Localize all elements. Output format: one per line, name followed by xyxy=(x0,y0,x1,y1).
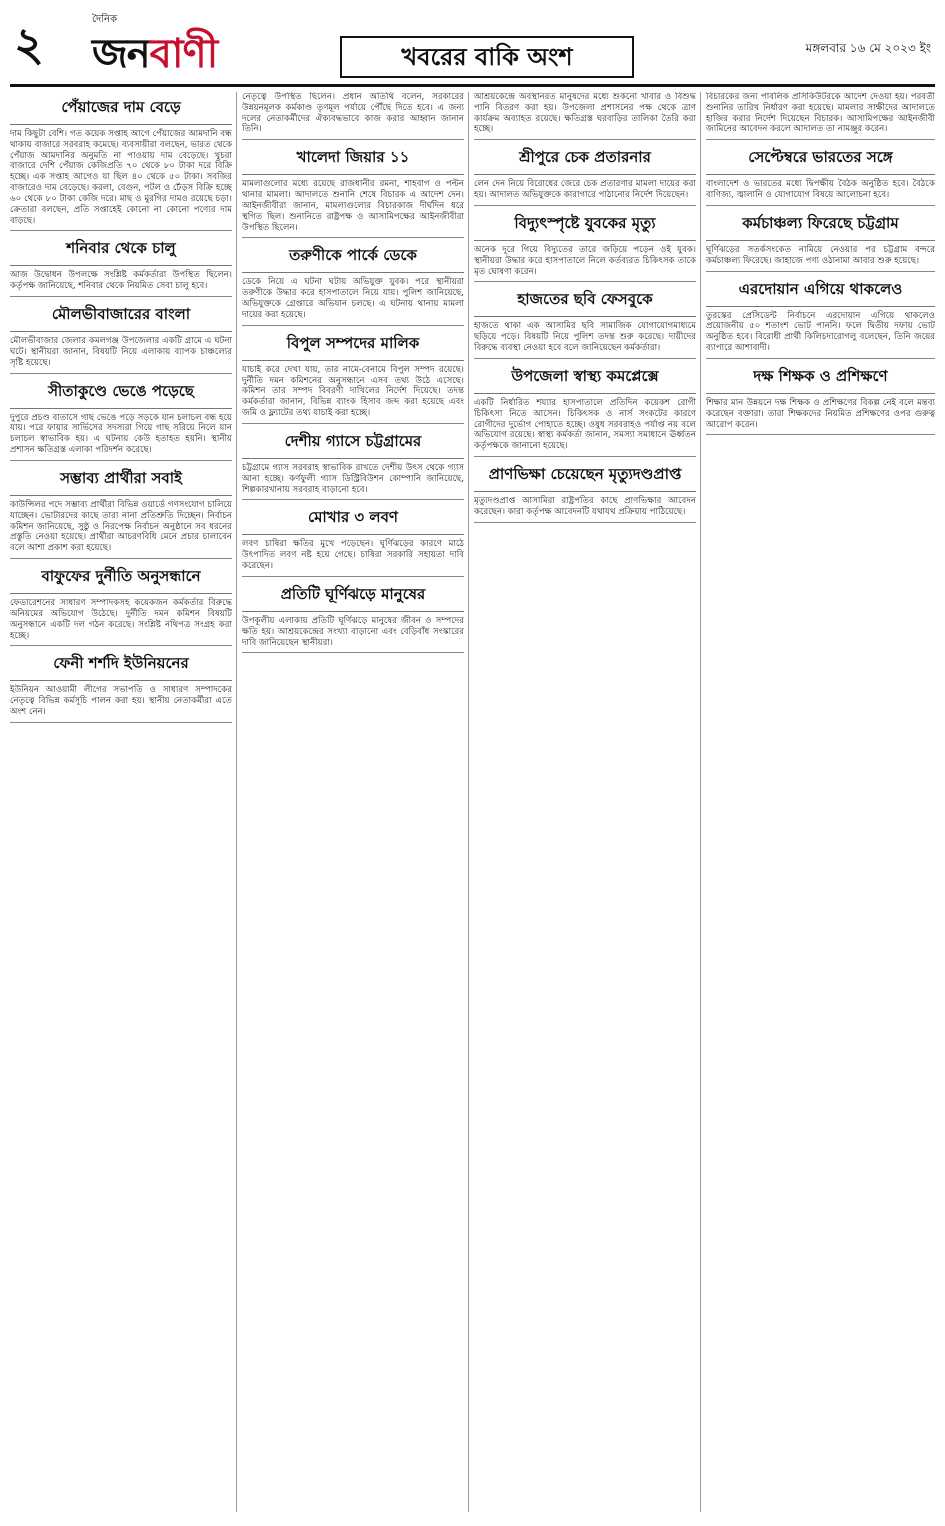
story-body: দাম কিছুটা বেশি। গত কয়েক সপ্তাহ আগে পেঁয়াজের আমদানি বন্ধ থাকায় বাজারে সরবরাহ কমেছে। ব্যবসায়ীরা বলছেন, ভারত থেকে পেঁয়াজ আমদানির অনুমতি না পাওয়ায় দাম বেড়েছে। খুচরা বাজারে দেশি পেঁয়াজ কেজিপ্রতি ৭০ থেকে ৮০ টাকা দরে বিক্রি হচ্ছে। এক সপ্তাহ আগেও যা ছিল ৪০ থেকে ৫০ টাকা। সবজির বাজারেও দাম বেড়েছে। করলা, বেগুন, পটল ও ঢেঁড়স বিক্রি হচ্ছে ৬০ থেকে ৮০ টাকা কেজি দরে। মাছ ও মুরগির দামও রয়েছে চড়া। ক্রেতারা বলছেন, প্রতি সপ্তাহেই কোনো না কোনো পণ্যের দাম বাড়ছে। xyxy=(10,129,232,226)
logo-text-part1: জন xyxy=(92,31,150,77)
story-headline: সীতাকুণ্ডে ভেঙে পড়েছে xyxy=(10,380,232,409)
story-headline: খালেদা জিয়ার ১১ xyxy=(242,146,464,175)
story-body: মামলাগুলোর মধ্যে রয়েছে রাজধানীর রমনা, শাহবাগ ও পল্টন থানার মামলা। আদালতে শুনানি শেষে বিচারক এ আদেশ দেন। আইনজীবীরা জানান, মামলাগুলোর বিচারকাজ দীর্ঘদিন ধরে স্থগিত ছিল। শুনানিতে রাষ্ট্রপক্ষ ও আসামিপক্ষের আইনজীবীরা উপস্থিত ছিলেন। xyxy=(242,179,464,233)
news-story xyxy=(10,96,232,231)
story-body: হাজতে থাকা এক আসামির ছবি সামাজিক যোগাযোগমাধ্যমে ছড়িয়ে পড়ে। বিষয়টি নিয়ে পুলিশ তদন্ত শুরু করেছে। দায়ীদের বিরুদ্ধে ব্যবস্থা নেওয়া হবে বলে জানিয়েছেন কর্মকর্তারা। xyxy=(474,321,696,354)
story-body: লেন দেন নিয়ে বিরোধের জেরে চেক প্রতারণার মামলা দায়ের করা হয়। আদালত অভিযুক্তকে কারাগারে পাঠানোর নির্দেশ দিয়েছেন। xyxy=(474,179,696,201)
story-body: অনেক দূরে গিয়ে বিদ্যুতের তারে জড়িয়ে পড়েন ওই যুবক। স্থানীয়রা উদ্ধার করে হাসপাতালে নিলে কর্তব্যরত চিকিৎসক তাকে মৃত ঘোষণা করেন। xyxy=(474,244,696,277)
story-headline: পেঁয়াজের দাম বেড়ে xyxy=(10,96,232,125)
news-story xyxy=(10,652,232,722)
news-story xyxy=(242,244,464,325)
story-body: উপকূলীয় এলাকায় প্রতিটি ঘূর্ণিঝড়ে মানুষের জীবন ও সম্পদের ক্ষতি হয়। আশ্রয়কেন্দ্রের সংখ্যা বাড়ানো এবং বেড়িবাঁধ সংস্কারের দাবি জানিয়েছেন স্থানীয়রা। xyxy=(242,615,464,648)
story-headline: দক্ষ শিক্ষক ও প্রশিক্ষণে xyxy=(706,365,935,394)
story-headline: এরদোয়ান এগিয়ে থাকলেও xyxy=(706,278,935,307)
story-headline: শ্রীপুরে চেক প্রতারনার xyxy=(474,146,696,175)
story-body: আজ উদ্বোধন উপলক্ষে সংশ্লিষ্ট কর্মকর্তারা উপস্থিত ছিলেন। কর্তৃপক্ষ জানিয়েছে, শনিবার থেকে নিয়মিত সেবা চালু হবে। xyxy=(10,270,232,292)
story-headline: কর্মচাঞ্চল্য ফিরেছে চট্টগ্রাম xyxy=(706,212,935,241)
news-story xyxy=(10,380,232,461)
news-story xyxy=(474,92,696,140)
news-story xyxy=(706,278,935,359)
story-body: চট্টগ্রামে গ্যাস সরবরাহ স্বাভাবিক রাখতে দেশীয় উৎস থেকে গ্যাস আনা হচ্ছে। কর্ণফুলী গ্যাস ডিস্ট্রিবিউশন কোম্পানি জানিয়েছে, শিল্পকারখানায় সরবরাহ বাড়ানো হবে। xyxy=(242,462,464,495)
news-story xyxy=(706,365,935,435)
news-story xyxy=(242,430,464,500)
section-title: খবরের বাকি অংশ xyxy=(340,36,634,78)
story-body: নেতৃত্বে উপস্থিত ছিলেন। প্রধান অতিথি বলেন, সরকারের উন্নয়নমূলক কর্মকাণ্ড তৃণমূল পর্যায়ে পৌঁছে দিতে হবে। এ জন্য দলের নেতাকর্মীদের ঐক্যবদ্ধভাবে কাজ করার আহ্বান জানান তিনি। xyxy=(242,92,464,135)
column-divider xyxy=(236,92,237,1512)
masthead-rule xyxy=(10,84,935,87)
news-story xyxy=(706,212,935,272)
news-story xyxy=(10,237,232,297)
story-body: ডেকে নিয়ে এ ঘটনা ঘটায় অভিযুক্ত যুবক। পরে স্থানীয়রা তরুণীকে উদ্ধার করে হাসপাতালে নিয়ে যায়। পুলিশ জানিয়েছে, অভিযুক্তকে গ্রেপ্তারে অভিযান চলছে। এ ঘটনায় থানায় মামলা দায়ের করা হয়েছে। xyxy=(242,277,464,320)
story-body: শিক্ষার মান উন্নয়নে দক্ষ শিক্ষক ও প্রশিক্ষণের বিকল্প নেই বলে মন্তব্য করেছেন বক্তারা। তারা শিক্ষকদের নিয়মিত প্রশিক্ষণের ওপর গুরুত্ব আরোপ করেন। xyxy=(706,397,935,430)
column-2 xyxy=(242,92,464,1512)
story-headline: বিপুল সম্পদের মালিক xyxy=(242,332,464,361)
logo-text-part2: বাণী xyxy=(149,31,218,77)
page-number: ২ xyxy=(14,17,44,71)
story-headline: মৌলভীবাজারের বাংলা xyxy=(10,303,232,332)
story-body: মৌলভীবাজার জেলার কমলগঞ্জ উপজেলার একটি গ্রামে এ ঘটনা ঘটে। স্থানীয়রা জানান, বিষয়টি নিয়ে এলাকায় ব্যাপক চাঞ্চল্যের সৃষ্টি হয়েছে। xyxy=(10,336,232,368)
story-headline: প্রতিটি ঘূর্ণিঝড়ে মানুষের xyxy=(242,583,464,612)
news-story xyxy=(474,365,696,457)
story-headline: সম্ভাব্য প্রার্থীরা সবাই xyxy=(10,467,232,496)
story-headline: বাফুফের দুর্নীতি অনুসন্ধানে xyxy=(10,565,232,594)
news-story xyxy=(474,463,696,523)
story-headline: প্রাণভিক্ষা চেয়েছেন মৃত্যুদণ্ডপ্রাপ্ত xyxy=(474,463,696,492)
news-story xyxy=(10,565,232,646)
story-headline: হাজতের ছবি ফেসবুকে xyxy=(474,288,696,317)
story-body: বিচারকের জন্য পাবলিক প্রসিকিউটরকে আদেশ দেওয়া হয়। পরবর্তী শুনানির তারিখ নির্ধারণ করা হয়েছে। মামলার সাক্ষীদের আদালতে হাজির করার নির্দেশ দিয়েছেন বিচারক। আসামিপক্ষের আইনজীবী জামিনের আবেদন করলে আদালত তা নামঞ্জুর করেন। xyxy=(706,92,935,135)
story-body: মৃত্যুদণ্ডপ্রাপ্ত আসামিরা রাষ্ট্রপতির কাছে প্রাণভিক্ষার আবেদন করেছেন। কারা কর্তৃপক্ষ আবেদনটি যথাযথ প্রক্রিয়ায় পাঠিয়েছে। xyxy=(474,496,696,517)
story-headline: তরুণীকে পার্কে ডেকে xyxy=(242,244,464,273)
dateline: মঙ্গলবার ১৬ মে ২০২৩ ইং xyxy=(805,41,931,55)
story-body: দুপুরে প্রচণ্ড বাতাসে গাছ ভেঙে পড়ে সড়কে যান চলাচল বন্ধ হয়ে যায়। পরে ফায়ার সার্ভিসের সদস্যরা গিয়ে গাছ সরিয়ে নিলে যান চলাচল স্বাভাবিক হয়। এ ঘটনায় কেউ হতাহত হয়নি। স্থানীয় প্রশাসন ক্ষতিগ্রস্ত এলাকা পরিদর্শন করেছে। xyxy=(10,412,232,456)
masthead xyxy=(0,0,945,96)
story-headline: ফেনী শর্শদি ইউনিয়নের xyxy=(10,652,232,681)
story-body: কাউন্সিলর পদে সম্ভাব্য প্রার্থীরা বিভিন্ন ওয়ার্ডে গণসংযোগ চালিয়ে যাচ্ছেন। ভোটারদের কাছে তারা নানা প্রতিশ্রুতি দিচ্ছেন। নির্বাচন কমিশন জানিয়েছে, সুষ্ঠু ও নিরপেক্ষ নির্বাচন অনুষ্ঠানে সব ধরনের প্রস্তুতি নেওয়া হয়েছে। প্রার্থীরা আচরণবিধি মেনে প্রচার চালাবেন বলে আশা প্রকাশ করা হয়েছে। xyxy=(10,499,232,554)
story-headline: সেপ্টেম্বরে ভারতের সঙ্গে xyxy=(706,146,935,175)
news-story xyxy=(242,146,464,238)
story-body: যাচাই করে দেখা যায়, তার নামে-বেনামে বিপুল সম্পদ রয়েছে। দুর্নীতি দমন কমিশনের অনুসন্ধানে এসব তথ্য উঠে এসেছে। কমিশন তার সম্পদ বিবরণী দাখিলের নির্দেশ দিয়েছে। তদন্ত কর্মকর্তারা জানান, বিভিন্ন ব্যাংক হিসাব জব্দ করা হয়েছে এবং জমি ও ফ্ল্যাটের তথ্য যাচাই করা হচ্ছে। xyxy=(242,364,464,419)
logo-daily-label: দৈনিক xyxy=(92,14,118,25)
news-story xyxy=(242,92,464,140)
news-story xyxy=(242,332,464,424)
story-headline: শনিবার থেকে চালু xyxy=(10,237,232,266)
story-headline: দেশীয় গ্যাসে চট্টগ্রামের xyxy=(242,430,464,459)
news-story xyxy=(706,92,935,140)
story-body: বাংলাদেশ ও ভারতের মধ্যে দ্বিপক্ষীয় বৈঠক অনুষ্ঠিত হবে। বৈঠকে বাণিজ্য, জ্বালানি ও যোগাযোগ বিষয়ে আলোচনা হবে। xyxy=(706,179,935,201)
column-divider xyxy=(700,92,701,1512)
news-story xyxy=(474,212,696,282)
news-story xyxy=(10,303,232,373)
news-story xyxy=(10,467,232,559)
news-story xyxy=(242,506,464,576)
news-story xyxy=(706,146,935,206)
column-1 xyxy=(10,92,232,1512)
news-story xyxy=(242,583,464,653)
story-body: তুরস্কের প্রেসিডেন্ট নির্বাচনে এরদোয়ান এগিয়ে থাকলেও প্রয়োজনীয় ৫০ শতাংশ ভোট পাননি। ফলে দ্বিতীয় দফায় ভোট অনুষ্ঠিত হবে। বিরোধী প্রার্থী কিলিচদারোগলু বলেছেন, তিনি জয়ের ব্যাপারে আশাবাদী। xyxy=(706,310,935,354)
story-body: আশ্রয়কেন্দ্রে অবস্থানরত মানুষদের মধ্যে শুকনো খাবার ও বিশুদ্ধ পানি বিতরণ করা হয়। উপজেলা প্রশাসনের পক্ষ থেকে ত্রাণ কার্যক্রম অব্যাহত রয়েছে। ক্ষতিগ্রস্ত ঘরবাড়ির তালিকা তৈরি করা হচ্ছে। xyxy=(474,92,696,135)
column-divider xyxy=(468,92,469,1512)
news-story xyxy=(474,288,696,358)
story-body: লবণ চাষিরা ক্ষতির মুখে পড়েছেন। ঘূর্ণিঝড়ের কারণে মাঠে উৎপাদিত লবণ নষ্ট হয়ে গেছে। চাষিরা সরকারি সহায়তা দাবি করেছেন। xyxy=(242,539,464,572)
column-3 xyxy=(474,92,696,1512)
story-body: একটি নির্ধারিত শয্যার হাসপাতালে প্রতিদিন কয়েকশ রোগী চিকিৎসা নিতে আসেন। চিকিৎসক ও নার্স সংকটের কারণে রোগীদের দুর্ভোগ পোহাতে হচ্ছে। ওষুধ সরবরাহও পর্যাপ্ত নয় বলে অভিযোগ রয়েছে। স্বাস্থ্য কর্মকর্তা জানান, সমস্যা সমাধানে ঊর্ধ্বতন কর্তৃপক্ষকে জানানো হয়েছে। xyxy=(474,397,696,452)
newspaper-logo xyxy=(92,22,217,89)
story-body: ইউনিয়ন আওয়ামী লীগের সভাপতি ও সাধারণ সম্পাদকের নেতৃত্বে বিভিন্ন কর্মসূচি পালন করা হয়। স্থানীয় নেতাকর্মীরা এতে অংশ নেন। xyxy=(10,685,232,718)
column-4 xyxy=(706,92,935,1512)
story-headline: মোখার ৩ লবণ xyxy=(242,506,464,535)
story-body: ঘূর্ণিঝড়ের সতর্কসংকেত নামিয়ে নেওয়ার পর চট্টগ্রাম বন্দরে কর্মচাঞ্চল্য ফিরেছে। জাহাজে পণ্য ওঠানামা আবার শুরু হয়েছে। xyxy=(706,244,935,266)
story-body: ফেডারেশনের সাধারণ সম্পাদকসহ কয়েকজন কর্মকর্তার বিরুদ্ধে অনিয়মের অভিযোগ উঠেছে। দুর্নীতি দমন কমিশন বিষয়টি অনুসন্ধানে একটি দল গঠন করেছে। সংশ্লিষ্ট নথিপত্র সংগ্রহ করা হচ্ছে। xyxy=(10,598,232,641)
story-headline: উপজেলা স্বাস্থ্য কমপ্লেক্সে xyxy=(474,365,696,394)
news-story xyxy=(474,146,696,206)
story-headline: বিদ্যুৎস্পৃষ্টে যুবকের মৃত্যু xyxy=(474,212,696,241)
